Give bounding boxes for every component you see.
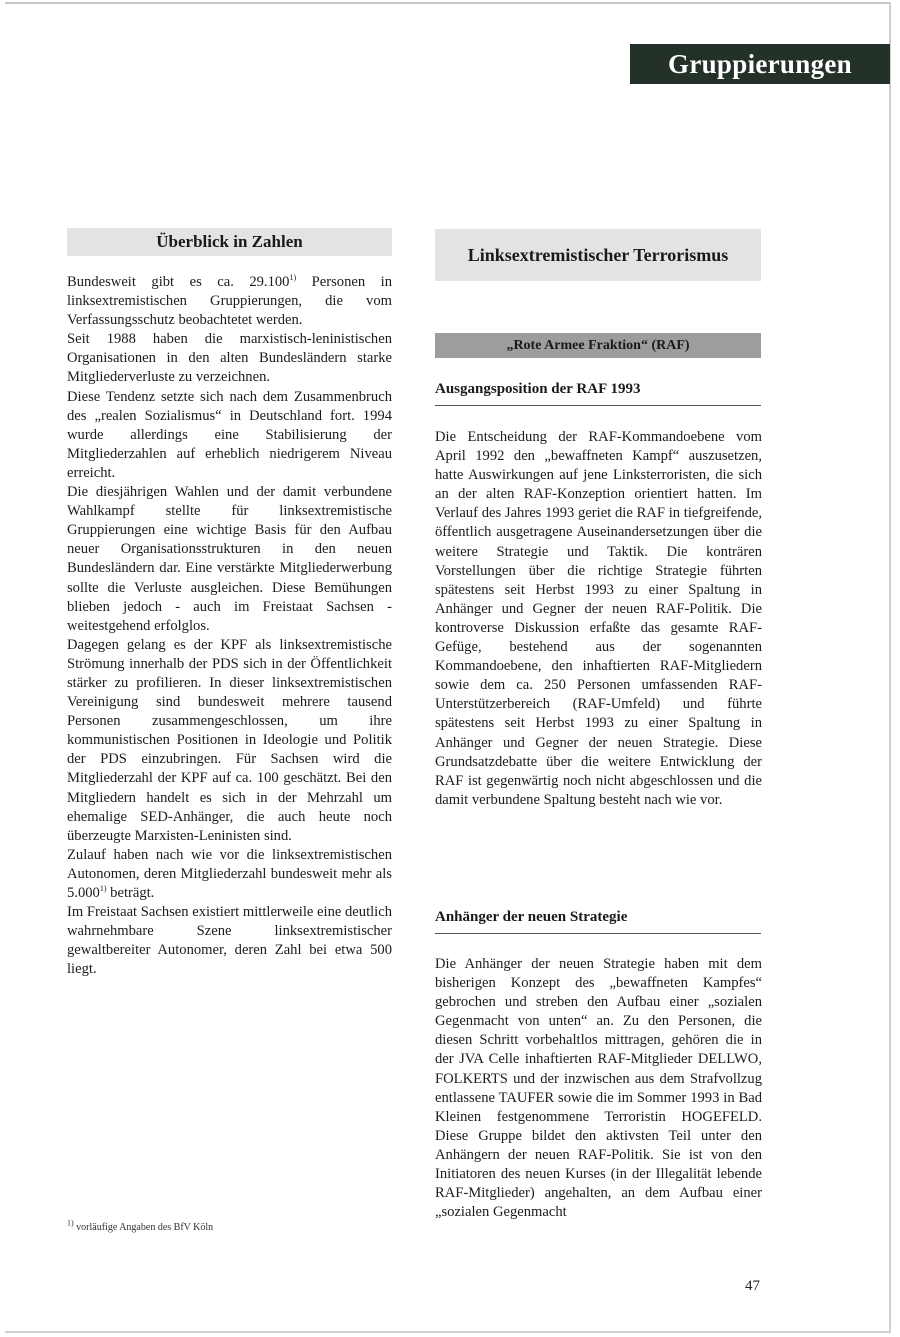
left-paragraph: Dagegen gelang es der KPF als linksextremistische Strömung innerhalb der PDS sich in der Öffentlichkeit stärker zu profilieren. In dieser linksextremistischen Vereinigung sind bundesweit mehrere tausend Personen zusammengeschlossen, um ihre kommunistischen Positionen in Ideologie und Politik der PDS einzubringen. Für Sachsen wird die Mitgliederzahl der KPF auf ca. 100 geschätzt. Bei den Mitgliedern handelt es sich in der Mehrzahl um ehemalige SED-Anhänger, die auch heute noch überzeugte Marxisten-Leninisten sind. xyxy=(67,636,392,844)
right-border-line xyxy=(889,2,891,1332)
section-title: Gruppierungen xyxy=(668,48,852,79)
left-text-column xyxy=(67,273,392,979)
footnote xyxy=(67,1218,214,1233)
paragraph-text: Zulauf haben nach wie vor die linksextremistischen Autonomen, deren Mitgliederzahl bundesweit mehr als 5.000 xyxy=(67,846,392,901)
subheading-rule xyxy=(435,405,761,406)
page-number: 47 xyxy=(745,1278,760,1294)
paragraph-text: Personen in linksextremistischen Gruppierungen, die vom Verfassungsschutz beobachtetet werden. xyxy=(67,274,392,329)
footnote-marker: 1) xyxy=(99,884,107,894)
raf-label-box xyxy=(435,333,761,358)
paragraph-text: Bundesweit gibt es ca. 29.100 xyxy=(67,274,290,290)
overview-heading: Überblick in Zahlen xyxy=(156,232,303,251)
paragraph-text: beträgt. xyxy=(106,885,155,901)
terrorism-heading-box xyxy=(435,229,761,281)
bottom-border-line xyxy=(5,1331,891,1333)
terrorism-heading: Linksextremistischer Terrorismus xyxy=(467,244,729,265)
right-text-block-2 xyxy=(435,955,762,1222)
left-paragraph: Seit 1988 haben die marxistisch-leninistischen Organisationen in den alten Bundesländern starke Mitgliederverluste zu verzeichnen. xyxy=(67,331,392,386)
left-paragraph: Diese Tendenz setzte sich nach dem Zusammenbruch des „realen Sozialismus“ in Deutschland fort. 1994 wurde allerdings eine Stabilisierung der Mitgliederzahlen auf erheblich niedrigerem Niveau erreicht. xyxy=(67,388,392,481)
footnote-marker: 1) xyxy=(67,1218,74,1228)
right-paragraph: Die Entscheidung der RAF-Kommandoebene vom April 1992 den „bewaffneten Kampf“ auszusetzen, hatte Auswirkungen auf jene Linksterroristen, die sich an der alten RAF-Konzeption orientiert hatten. Im Verlauf des Jahres 1993 geriet die RAF in tiefgreifende, öffentlich ausgetragene Auseinandersetzungen über die weitere Strategie und Taktik. Die konträren Vorstellungen über die richtige Strategie führten spätestens seit Herbst 1993 zu einer Spaltung in Anhänger und Gegner der neuen RAF-Politik. Die kontroverse Diskussion erfaßte das gesamte RAF-Gefüge, bestehend aus der sogenannten Kommandoebene, den inhaftierten RAF-Mitgliedern sowie dem ca. 250 Personen umfassenden RAF-Unterstützerbereich (RAF-Umfeld) und führte spätestens seit Herbst 1993 zu einer Spaltung in Anhänger und Gegner der neuen Strategie. Diese Grundsatzdebatte über die weitere Entwicklung der RAF ist gegenwärtig noch nicht abgeschlossen und die damit verbundene Spaltung besteht nach wie vor. xyxy=(435,429,762,808)
right-paragraph: Die Anhänger der neuen Strategie haben mit dem bisherigen Konzept des „bewaffneten Kampfes“ gebrochen und streben den Aufbau einer „sozialen Gegenmacht von unten“ an. Zu den Personen, die diesen Schritt vorbehaltlos mittragen, gehören die in der JVA Celle inhaftierten RAF-Mitglieder DELLWO, FOLKERTS und der inzwischen aus dem Strafvollzug entlassene TAUFER sowie die im Sommer 1993 in Bad Kleinen festgenommene Terroristin HOGEFELD. Diese Gruppe bildet den aktivsten Teil unter den Anhängern der neuen RAF-Politik. Sie ist von den Initiatoren des neuen Kurses (in der Illegalität lebende RAF-Mitglieder) angehalten, an dem Aufbau einer „sozialen Gegenmacht xyxy=(435,956,762,1221)
footnote-marker: 1) xyxy=(289,273,297,283)
right-text-block-1 xyxy=(435,428,762,810)
footnote-text: vorläufige Angaben des BfV Köln xyxy=(73,1222,214,1233)
overview-heading-box xyxy=(67,228,392,256)
subheading-starting-position: Ausgangsposition der RAF 1993 xyxy=(435,381,641,397)
top-border-line xyxy=(5,2,890,4)
left-paragraph xyxy=(67,273,392,330)
left-paragraph: Im Freistaat Sachsen existiert mittlerweile eine deutlich wahrnehmbare Szene linksextremistischer gewaltbereiter Autonomer, deren Zahl bei etwa 500 liegt. xyxy=(67,904,393,978)
left-paragraph: Die diesjährigen Wahlen und der damit verbundene Wahlkampf stellte für linksextremistische Gruppierungen eine wichtige Basis für den Aufbau neuer Organisationsstrukturen in den neuen Bundesländern dar. Eine verstärkte Mitgliederwerbung sollte die Verluste ausgleichen. Diese Bemühungen blieben jedoch - auch im Freistaat Sachsen - weitestgehend erfolglos. xyxy=(67,484,392,634)
raf-label: „Rote Armee Fraktion“ (RAF) xyxy=(506,337,690,353)
subheading-supporters: Anhänger der neuen Strategie xyxy=(435,909,628,925)
left-paragraph xyxy=(67,846,392,903)
section-header-tab xyxy=(630,44,890,84)
subheading-rule xyxy=(435,933,761,934)
